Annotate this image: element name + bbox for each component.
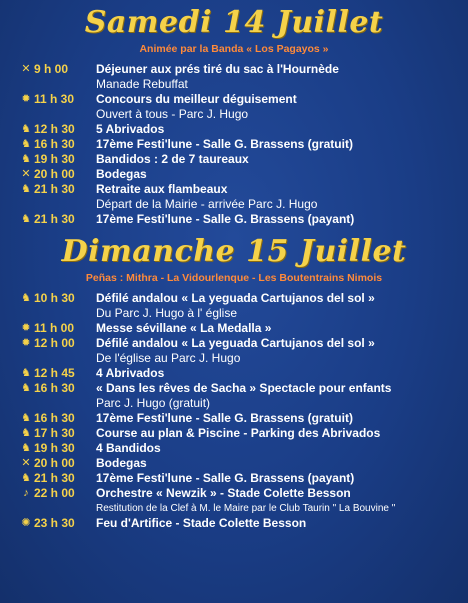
schedule-row (0, 122, 468, 137)
schedule-row (0, 411, 468, 426)
event-title: Bandidos : 2 de 7 taureaux (96, 152, 249, 166)
schedule-row (0, 336, 468, 351)
event-title: Défilé andalou « La yeguada Cartujanos del sol » (96, 336, 375, 350)
sunday-title: Dimanche 15 Juillet (61, 234, 407, 269)
event-title: Course au plan & Piscine - Parking des Abrivados (96, 426, 381, 440)
event-time: 23 h 30 (34, 516, 75, 530)
event-time: 11 h 00 (34, 321, 75, 335)
event-icon: ♞ (21, 412, 31, 424)
schedule-row (0, 471, 468, 486)
event-detail: De l'église au Parc J. Hugo (96, 351, 241, 365)
event-title: Déjeuner aux prés tiré du sac à l'Hournède (96, 62, 339, 76)
event-title: Feu d'Artifice - Stade Colette Besson (96, 516, 307, 530)
event-title: 17ème Festi'lune - Salle G. Brassens (payant) (96, 471, 355, 485)
event-icon: ✹ (21, 337, 31, 349)
event-icon: ✕ (21, 168, 31, 180)
event-title: Bodegas (96, 456, 147, 470)
schedule-row (0, 291, 468, 306)
event-icon: ♞ (21, 442, 31, 454)
event-time: 9 h 00 (34, 62, 69, 76)
event-time: 19 h 30 (34, 441, 75, 455)
sunday-schedule (0, 291, 468, 531)
event-time: 21 h 30 (34, 182, 75, 196)
event-detail: Manade Rebuffat (96, 77, 188, 91)
event-icon: ♞ (21, 183, 31, 195)
event-icon: ♪ (23, 487, 29, 499)
schedule-row (0, 321, 468, 336)
event-time: 16 h 30 (34, 411, 75, 425)
event-time: 21 h 30 (34, 471, 75, 485)
event-time: 19 h 30 (34, 152, 75, 166)
sunday-subtitle: Peñas : Mithra - La Vidourlenque - Les Boutentrains Nimois (85, 272, 383, 284)
event-time: 16 h 30 (34, 381, 75, 395)
event-icon: ✕ (21, 63, 31, 75)
event-title: 4 Bandidos (96, 441, 161, 455)
event-icon: ✕ (21, 457, 31, 469)
event-time: 12 h 45 (34, 366, 75, 380)
saturday-subtitle: Animée par la Banda « Los Pagayos » (139, 43, 329, 55)
event-title: Retraite aux flambeaux (96, 182, 228, 196)
event-title: 4 Abrivados (96, 366, 165, 380)
event-time: 16 h 30 (34, 137, 75, 151)
schedule-row (0, 137, 468, 152)
event-title: Orchestre « Newzik » - Stade Colette Besson (96, 486, 351, 500)
schedule-row (0, 456, 468, 471)
schedule-row (0, 366, 468, 381)
event-icon: ♞ (21, 367, 31, 379)
schedule-row (0, 486, 468, 501)
schedule-row (0, 182, 468, 197)
event-icon: ♞ (21, 292, 31, 304)
schedule-row (0, 516, 468, 531)
event-detail: Restitution de la Clef à M. le Maire par le Club Taurin " La Bouvine " (96, 503, 396, 514)
event-time: 10 h 30 (34, 291, 75, 305)
saturday-title: Samedi 14 Juillet (84, 5, 384, 40)
event-icon: ♞ (21, 123, 31, 135)
event-title: Bodegas (96, 167, 147, 181)
schedule-row (0, 212, 468, 227)
schedule-row (0, 167, 468, 182)
event-time: 12 h 00 (34, 336, 75, 350)
event-detail: Ouvert à tous - Parc J. Hugo (96, 107, 249, 121)
event-time: 21 h 30 (34, 212, 75, 226)
event-icon: ✹ (21, 322, 31, 334)
event-icon: ✹ (21, 93, 31, 105)
event-icon: ♞ (21, 472, 31, 484)
event-detail: Parc J. Hugo (gratuit) (96, 396, 211, 410)
event-title: Messe sévillane « La Medalla » (96, 321, 272, 335)
event-title: 17ème Festi'lune - Salle G. Brassens (payant) (96, 212, 355, 226)
event-time: 20 h 00 (34, 167, 75, 181)
event-title: Défilé andalou « La yeguada Cartujanos del sol » (96, 291, 375, 305)
event-time: 17 h 30 (34, 426, 75, 440)
event-icon: ♞ (21, 382, 31, 394)
event-time: 22 h 00 (34, 486, 75, 500)
event-title: 5 Abrivados (96, 122, 165, 136)
event-time: 20 h 00 (34, 456, 75, 470)
event-time: 11 h 30 (34, 92, 75, 106)
schedule-row (0, 62, 468, 77)
schedule-row (0, 381, 468, 396)
schedule-row (0, 152, 468, 167)
event-detail: Du Parc J. Hugo à l' église (96, 306, 238, 320)
event-icon: ♞ (21, 427, 31, 439)
schedule-row (0, 92, 468, 107)
event-icon: ♞ (21, 138, 31, 150)
event-icon: ♞ (21, 153, 31, 165)
schedule-row (0, 441, 468, 456)
event-time: 12 h 30 (34, 122, 75, 136)
event-title: Concours du meilleur déguisement (96, 92, 297, 106)
saturday-schedule (0, 62, 468, 227)
event-icon: ✺ (21, 517, 31, 529)
event-detail: Départ de la Mairie - arrivée Parc J. Hugo (96, 197, 318, 211)
schedule-row (0, 426, 468, 441)
event-title: 17ème Festi'lune - Salle G. Brassens (gratuit) (96, 411, 353, 425)
event-title: « Dans les rêves de Sacha » Spectacle pour enfants (96, 381, 392, 395)
event-title: 17ème Festi'lune - Salle G. Brassens (gratuit) (96, 137, 353, 151)
event-icon: ♞ (21, 213, 31, 225)
